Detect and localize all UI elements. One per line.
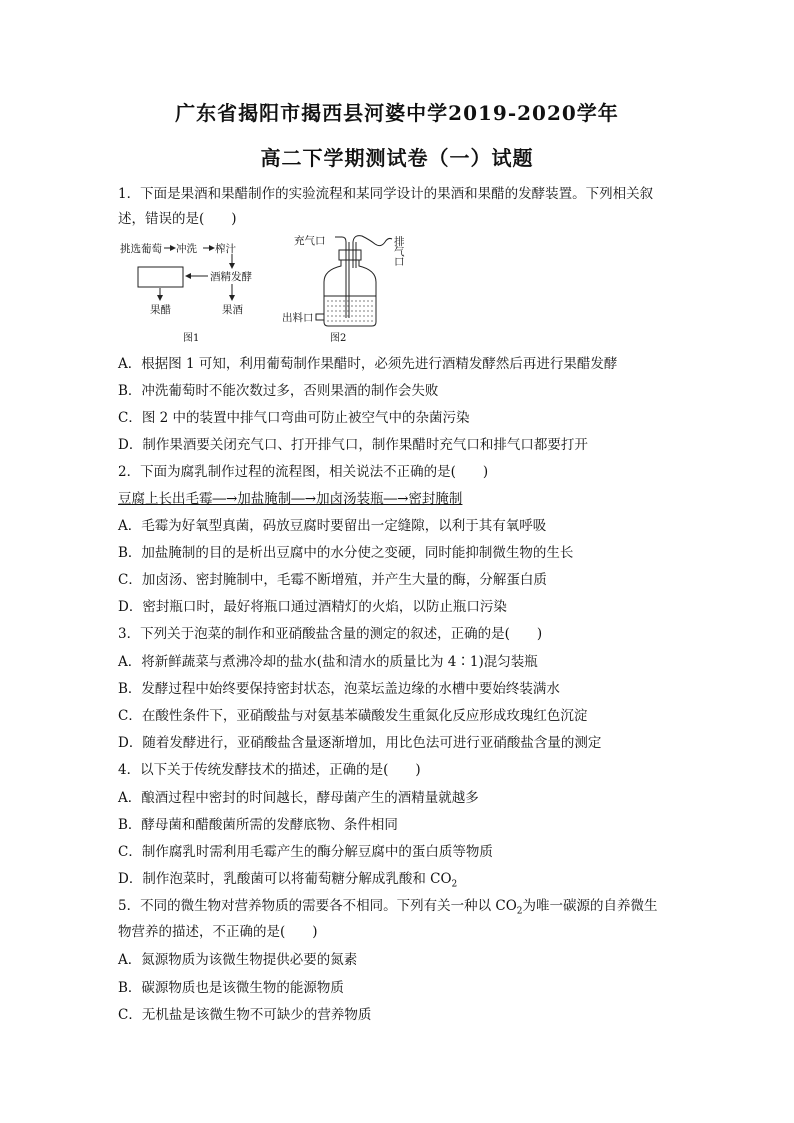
q5-option-b: B．碳源物质也是该微生物的能源物质 (118, 980, 344, 996)
q2-stem: 2．下面为腐乳制作过程的流程图，相关说法不正确的是( ) (118, 464, 489, 480)
q4-option-c: C．制作腐乳时需利用毛霉产生的酶分解豆腐中的蛋白质等物质 (118, 844, 493, 860)
q2-option-d: D．密封瓶口时，最好将瓶口通过酒精灯的火焰，以防止瓶口污染 (118, 599, 507, 615)
q2-option-c: C．加卤汤、密封腌制中，毛霉不断增殖，并产生大量的酶，分解蛋白质 (118, 572, 547, 588)
q3-stem: 3．下列关于泡菜的制作和亚硝酸盐含量的测定的叙述，正确的是( ) (118, 626, 543, 642)
q4-option-d-text: D．制作泡菜时，乳酸菌可以将葡萄糖分解成乳酸和 CO (118, 871, 452, 887)
q4-stem: 4．以下关于传统发酵技术的描述，正确的是( ) (118, 762, 421, 778)
figure-1 (118, 232, 278, 347)
q5-stem-line1 (118, 894, 658, 917)
q5-stem-subscript: 2 (516, 906, 523, 917)
fig1-output-wine: 果酒 (222, 304, 243, 316)
page-subtitle: 高二下学期测试卷（一）试题 (260, 146, 534, 170)
q3-option-c: C．在酸性条件下，亚硝酸盐与对氨基苯磺酸发生重氮化反应形成玫瑰红色沉淀 (118, 708, 588, 724)
fig2-outlet-label: 出料口 (282, 312, 314, 324)
q1-option-d: D．制作果酒要关闭充气口、打开排气口，制作果醋时充气口和排气口都要打开 (118, 437, 588, 453)
q5-option-a: A．氮源物质为该微生物提供必要的氮素 (118, 952, 358, 968)
q2-option-a: A．毛霉为好氧型真菌，码放豆腐时要留出一定缝隙，以利于其有氧呼吸 (118, 518, 547, 534)
fig1-step-rinse: 冲洗 (176, 243, 197, 255)
figure-2 (280, 230, 410, 347)
q4-option-d (118, 867, 457, 890)
q5-option-c: C．无机盐是该微生物不可缺少的营养物质 (118, 1007, 372, 1023)
q3-option-b: B．发酵过程中始终要保持密封状态，泡菜坛盖边缘的水槽中要始终装满水 (118, 681, 560, 697)
q1-option-c: C．图 2 中的装置中排气口弯曲可防止被空气中的杂菌污染 (118, 410, 470, 426)
q2-option-b: B．加盐腌制的目的是析出豆腐中的水分使之变硬，同时能抑制微生物的生长 (118, 545, 574, 561)
page-title: 广东省揭阳市揭西县河婆中学2019-2020学年 (175, 101, 619, 125)
q1-option-b: B．冲洗葡萄时不能次数过多，否则果酒的制作会失败 (118, 383, 439, 399)
fig2-inlet-label: 充气口 (294, 235, 326, 247)
q1-option-a: A．根据图 1 可知，利用葡萄制作果醋时，必须先进行酒精发酵然后再进行果醋发酵 (118, 356, 618, 372)
q1-stem-line2: 述，错误的是( ) (118, 211, 237, 227)
fig2-exhaust-label: 排气口 (394, 236, 405, 268)
q5-stem-part1: 5．不同的微生物对营养物质的需要各不相同。下列有关一种以 CO (118, 898, 517, 914)
q2-flow-chart: 豆腐上长出毛霉―→加盐腌制―→加卤汤装瓶―→密封腌制 (118, 491, 463, 507)
q5-stem-part2: 为唯一碳源的自养微生 (522, 898, 658, 914)
q1-stem-line1: 1．下面是果酒和果醋制作的实验流程和某同学设计的果酒和果醋的发酵装置。下列相关叙 (118, 186, 654, 202)
fig2-caption: 图2 (330, 333, 347, 344)
fig1-output-vinegar: 果醋 (150, 304, 171, 316)
fig1-step-juice: 榨汁 (215, 243, 236, 255)
fig1-step-select-grapes: 挑选葡萄 (120, 243, 162, 255)
q5-stem-line2: 物营养的描述，不正确的是( ) (118, 924, 318, 940)
fig1-caption: 图1 (183, 333, 200, 344)
q4-option-d-subscript: 2 (451, 879, 458, 890)
q3-option-d: D．随着发酵进行，亚硝酸盐含量逐渐增加，用比色法可进行亚硝酸盐含量的测定 (118, 735, 602, 751)
q3-option-a: A．将新鲜蔬菜与煮沸冷却的盐水(盐和清水的质量比为 4∶1)混匀装瓶 (118, 654, 538, 670)
q4-option-b: B．酵母菌和醋酸菌所需的发酵底物、条件相同 (118, 817, 398, 833)
fig1-step-alcohol-fermentation: 酒精发酵 (210, 271, 252, 283)
q4-option-a: A．酿酒过程中密封的时间越长，酵母菌产生的酒精量就越多 (118, 790, 479, 806)
